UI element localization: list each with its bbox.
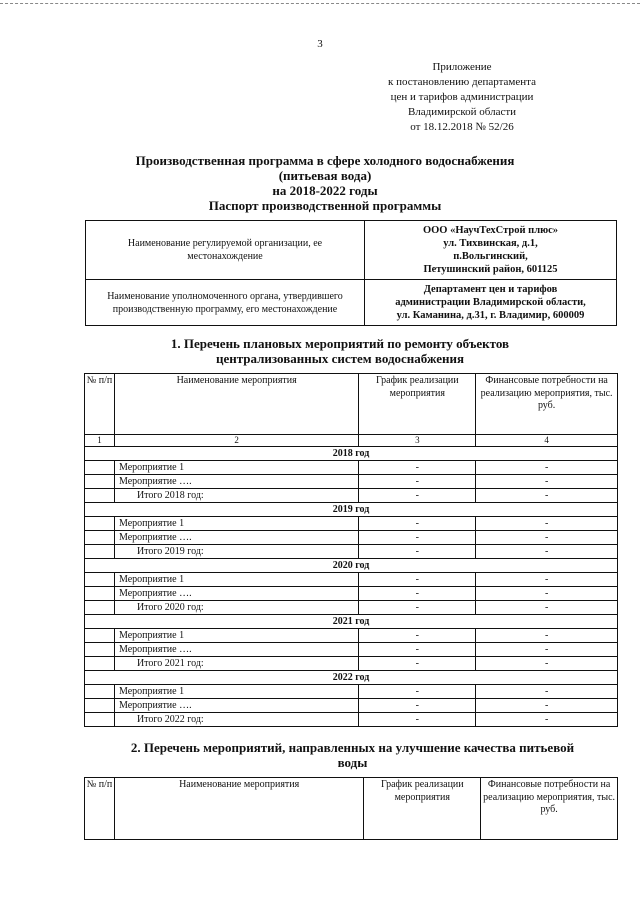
measure-finance: -: [476, 545, 618, 559]
section1-title: [90, 336, 590, 366]
appendix-block: [342, 60, 582, 135]
table-row: [85, 517, 618, 531]
year-row: [85, 559, 618, 573]
measure-schedule: -: [359, 531, 476, 545]
page-top-edge: [0, 3, 640, 4]
passport-authority-value: [365, 280, 617, 326]
measure-name: Мероприятие 1: [114, 517, 358, 531]
measure-name: Мероприятие ….: [114, 699, 358, 713]
row-number: [85, 573, 115, 587]
appendix-line: Владимирской области: [407, 106, 517, 118]
header-number: № п/п: [85, 778, 115, 840]
measure-schedule: -: [359, 713, 476, 727]
table-row: [85, 643, 618, 657]
table-row: [85, 531, 618, 545]
section2-title: [80, 740, 625, 770]
year-label: 2018 год: [85, 447, 618, 461]
auth-value-line: администрации Владимирской области,: [395, 297, 586, 308]
measure-schedule: -: [359, 629, 476, 643]
year-row: [85, 671, 618, 685]
header-schedule: График реализации мероприятия: [359, 374, 476, 435]
row-number: [85, 587, 115, 601]
measure-schedule: -: [359, 573, 476, 587]
header-schedule: График реализации мероприятия: [364, 778, 481, 840]
row-number: [85, 699, 115, 713]
measure-name: Мероприятие ….: [114, 587, 358, 601]
measure-finance: -: [476, 587, 618, 601]
measure-finance: -: [476, 517, 618, 531]
table-row: [85, 629, 618, 643]
program-title: [80, 153, 570, 213]
table-row: [85, 713, 618, 727]
measure-schedule: -: [359, 587, 476, 601]
section2-title-line: 2. Перечень мероприятий, направленных на улучшение качества питьевой: [130, 740, 575, 755]
measure-finance: -: [476, 629, 618, 643]
quality-measures-table: [84, 777, 618, 840]
measure-name: Мероприятие ….: [114, 531, 358, 545]
measure-finance: -: [476, 713, 618, 727]
header-name: Наименование мероприятия: [114, 778, 363, 840]
org-value-line: Петушинский район, 601125: [423, 264, 558, 275]
org-value-line: ул. Тихвинская, д.1,: [443, 238, 538, 249]
measure-name: Мероприятие 1: [114, 461, 358, 475]
year-label: 2022 год: [85, 671, 618, 685]
repair-measures-table: [84, 373, 618, 727]
row-number: [85, 531, 115, 545]
measure-finance: -: [476, 573, 618, 587]
auth-value-line: Департамент цен и тарифов: [423, 284, 558, 295]
measure-finance: -: [476, 699, 618, 713]
table-row: [85, 461, 618, 475]
table-row: [85, 657, 618, 671]
row-number: [85, 517, 115, 531]
row-number: [85, 475, 115, 489]
row-number: [85, 643, 115, 657]
table-header-row: [85, 778, 618, 840]
table-row: [85, 601, 618, 615]
row-number: [85, 489, 115, 503]
table-row: [85, 699, 618, 713]
row-number: [85, 629, 115, 643]
table-row: [85, 475, 618, 489]
measure-finance: -: [476, 461, 618, 475]
row-number: [85, 461, 115, 475]
title-line: на 2018-2022 годы: [272, 183, 378, 198]
measure-name: Итого 2020 год:: [114, 601, 358, 615]
measure-name: Мероприятие 1: [114, 629, 358, 643]
measure-name: Итого 2018 год:: [114, 489, 358, 503]
passport-table: [85, 220, 617, 326]
col-number: 3: [359, 435, 476, 447]
title-line: Производственная программа в сфере холодного водоснабжения: [135, 153, 515, 168]
measure-schedule: -: [359, 643, 476, 657]
org-value-line: п.Вольгинский,: [453, 251, 528, 262]
appendix-line: цен и тарифов администрации: [390, 91, 534, 103]
measure-name: Итого 2022 год:: [114, 713, 358, 727]
org-value-line: ООО «НаучТехСтрой плюс»: [422, 225, 559, 236]
measure-finance: -: [476, 643, 618, 657]
passport-row: [86, 280, 617, 326]
col-number: 2: [114, 435, 358, 447]
row-number: [85, 657, 115, 671]
appendix-line: Приложение: [432, 61, 492, 73]
measure-name: Мероприятие 1: [114, 685, 358, 699]
measure-finance: -: [476, 685, 618, 699]
year-row: [85, 615, 618, 629]
header-number: № п/п: [85, 374, 115, 435]
auth-value-line: ул. Каманина, д.31, г. Владимир, 600009: [396, 310, 585, 321]
measure-name: Мероприятие ….: [114, 475, 358, 489]
measure-schedule: -: [359, 657, 476, 671]
table-row: [85, 489, 618, 503]
measure-finance: -: [476, 657, 618, 671]
measure-schedule: -: [359, 461, 476, 475]
year-label: 2019 год: [85, 503, 618, 517]
col-number: 4: [476, 435, 618, 447]
measure-schedule: -: [359, 517, 476, 531]
passport-org-value: [365, 221, 617, 280]
year-label: 2020 год: [85, 559, 618, 573]
row-number: [85, 685, 115, 699]
row-number: [85, 545, 115, 559]
section1-title-line: централизованных систем водоснабжения: [215, 351, 465, 366]
measure-finance: -: [476, 531, 618, 545]
measure-name: Мероприятие ….: [114, 643, 358, 657]
table-row: [85, 545, 618, 559]
appendix-line: к постановлению департамента: [388, 76, 536, 88]
measure-schedule: -: [359, 685, 476, 699]
title-line: (питьевая вода): [278, 168, 372, 183]
page-number: 3: [317, 38, 323, 50]
measure-name: Итого 2019 год:: [114, 545, 358, 559]
header-finance: Финансовые потребности на реализацию мероприятия, тыс. руб.: [476, 374, 618, 435]
table-row: [85, 587, 618, 601]
measure-schedule: -: [359, 489, 476, 503]
measure-schedule: -: [359, 601, 476, 615]
year-row: [85, 447, 618, 461]
col-number: 1: [85, 435, 115, 447]
header-name: Наименование мероприятия: [114, 374, 358, 435]
header-finance: Финансовые потребности на реализацию мероприятия, тыс. руб.: [481, 778, 618, 840]
section1-title-line: 1. Перечень плановых мероприятий по ремонту объектов: [170, 336, 510, 351]
passport-row: [86, 221, 617, 280]
table-header-row: [85, 374, 618, 435]
measure-name: Мероприятие 1: [114, 573, 358, 587]
passport-heading: Паспорт производственной программы: [208, 198, 442, 213]
column-numbers-row: [85, 435, 618, 447]
section2-title-line: воды: [337, 755, 368, 770]
row-number: [85, 713, 115, 727]
year-row: [85, 503, 618, 517]
measure-finance: -: [476, 601, 618, 615]
measure-finance: -: [476, 489, 618, 503]
measure-finance: -: [476, 475, 618, 489]
measure-schedule: -: [359, 545, 476, 559]
row-number: [85, 601, 115, 615]
measure-schedule: -: [359, 475, 476, 489]
year-label: 2021 год: [85, 615, 618, 629]
table-row: [85, 573, 618, 587]
passport-org-label: Наименование регулируемой организации, ее местонахождение: [86, 221, 365, 280]
measure-schedule: -: [359, 699, 476, 713]
table-row: [85, 685, 618, 699]
passport-authority-label: Наименование уполномоченного органа, утвердившего производственную программу, его местонахождение: [86, 280, 365, 326]
measure-name: Итого 2021 год:: [114, 657, 358, 671]
appendix-line: от 18.12.2018 № 52/26: [410, 121, 514, 133]
